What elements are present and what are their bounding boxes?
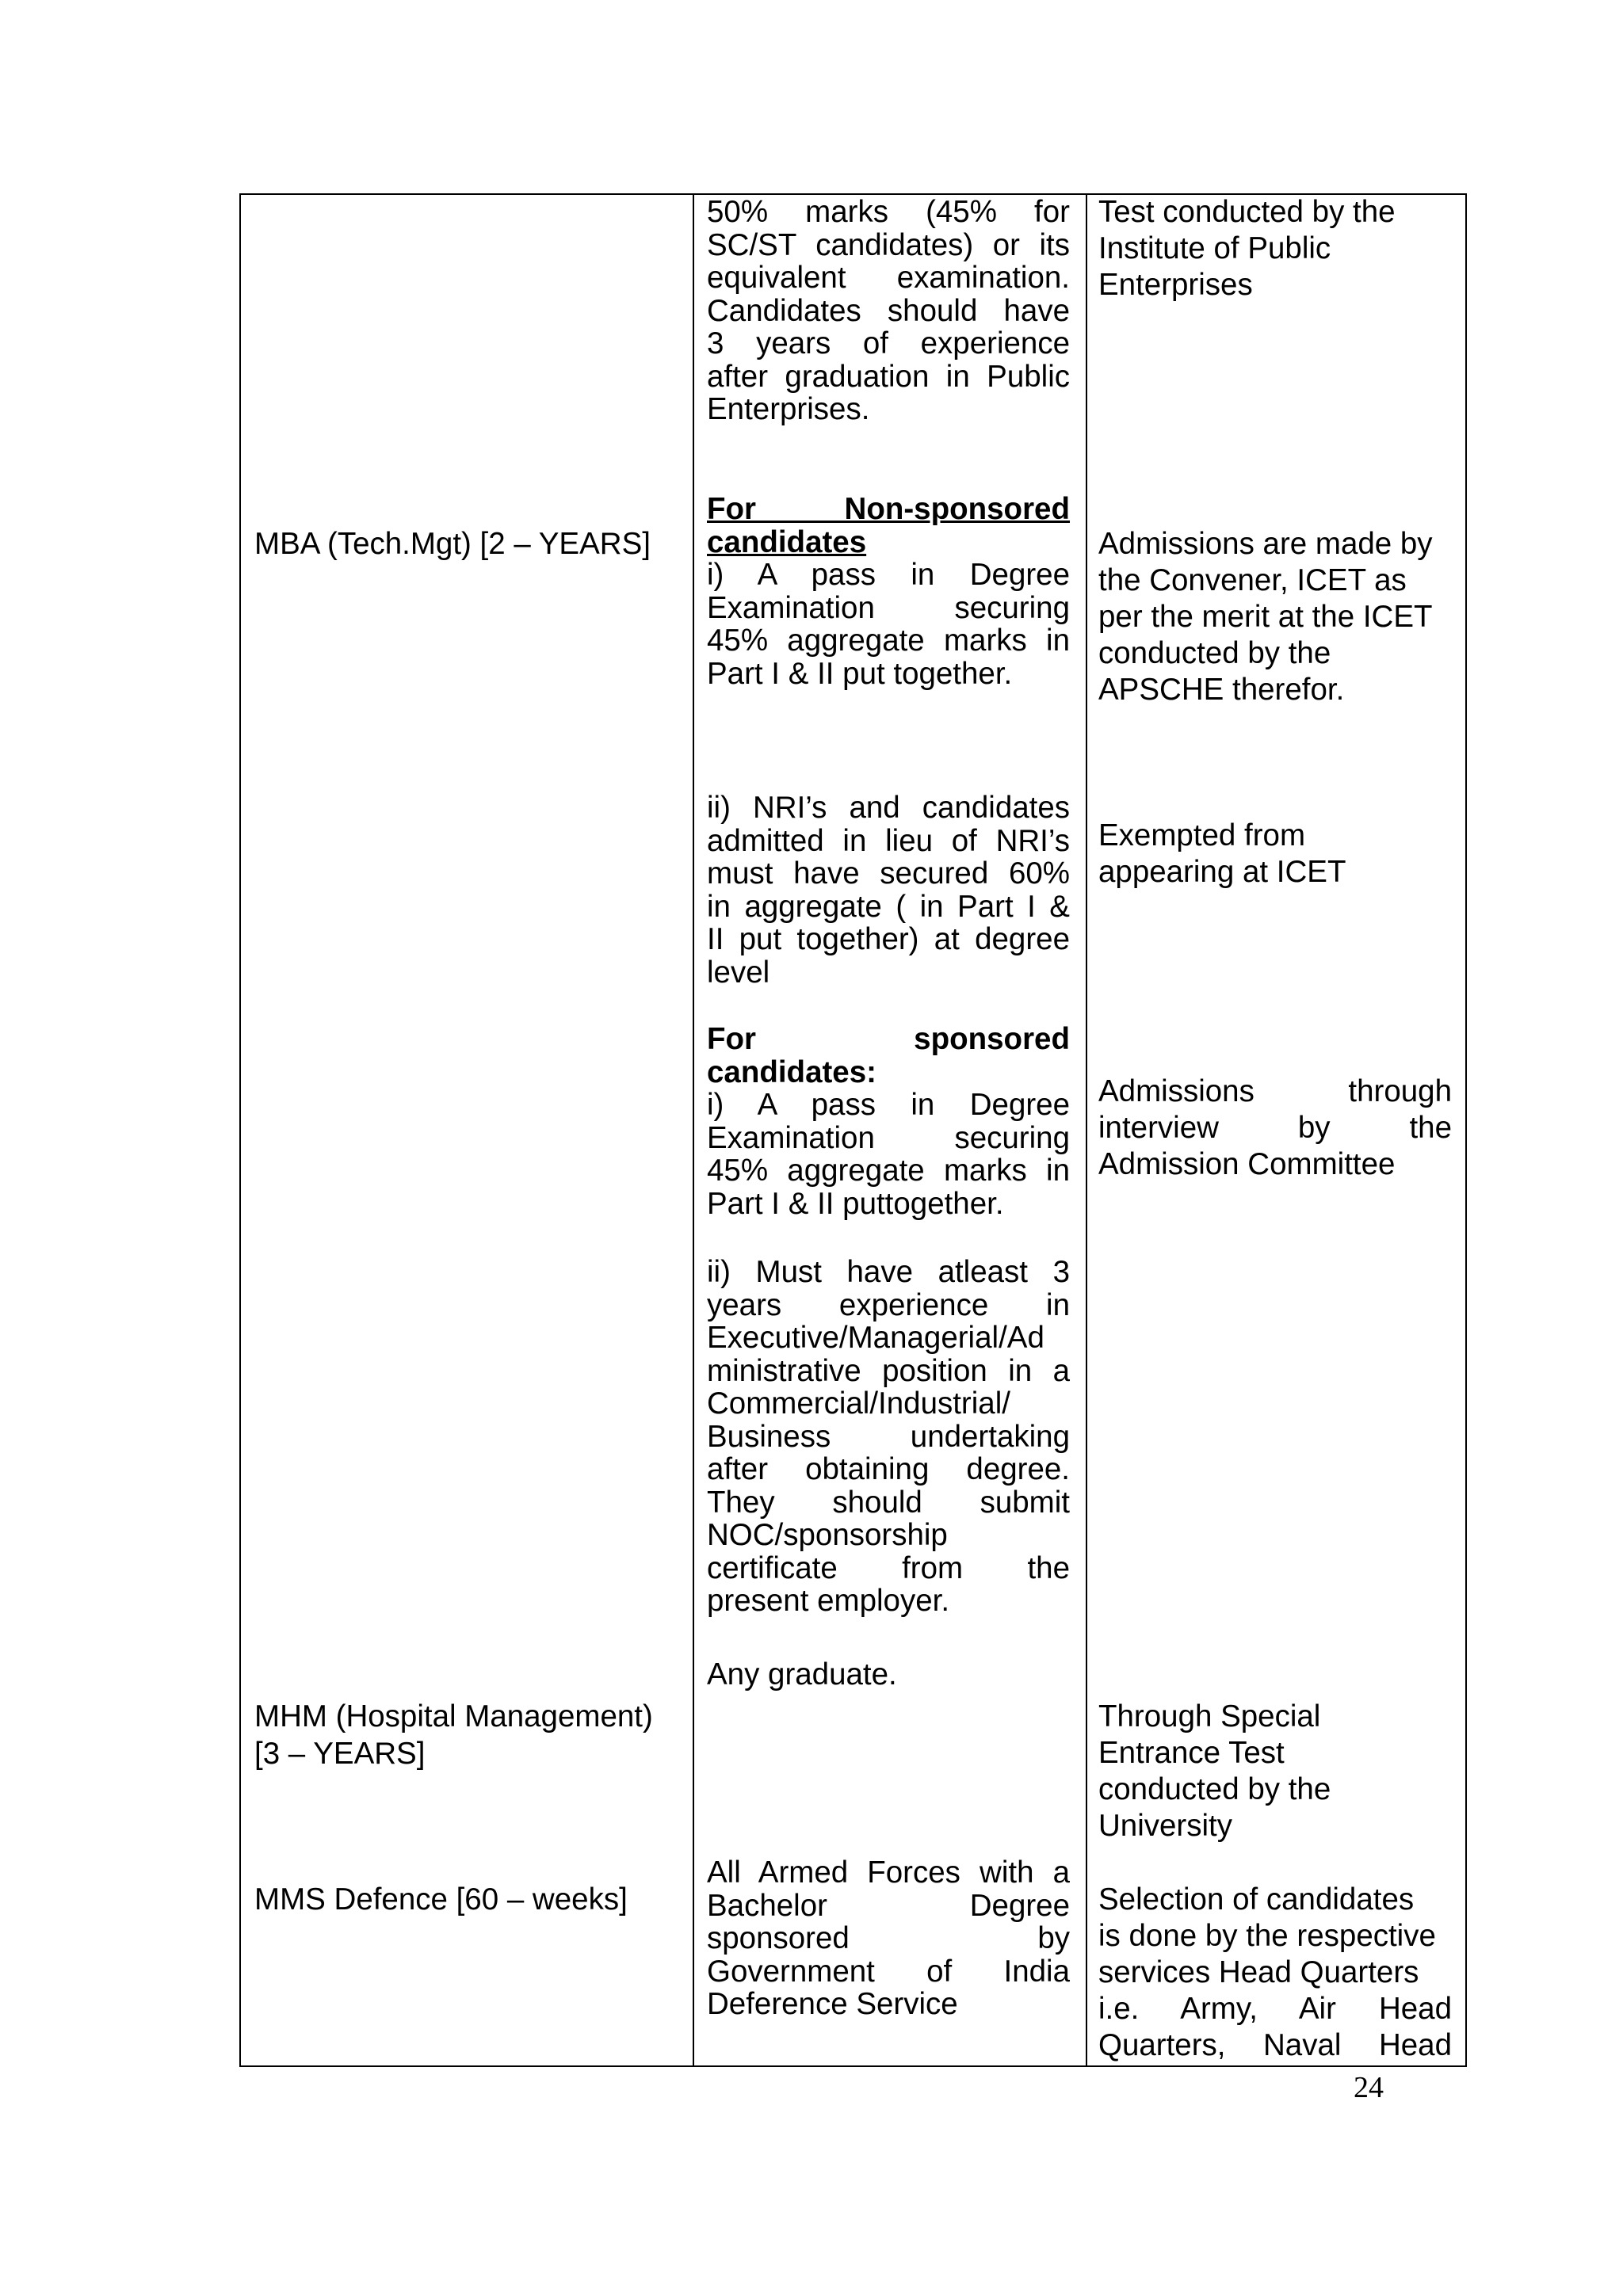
course-mhm-duration: [3 – YEARS] xyxy=(254,1737,426,1771)
column-divider xyxy=(693,195,694,2065)
course-mhm: MHM (Hospital Management) xyxy=(254,1699,653,1733)
course-mms-defence: MMS Defence [60 – weeks] xyxy=(254,1882,628,1917)
sponsored-heading: For sponsored xyxy=(707,1023,1070,1056)
course-mba-tech: MBA (Tech.Mgt) [2 – YEARS] xyxy=(254,527,651,561)
eligibility-mhm: Any graduate. xyxy=(707,1657,897,1691)
non-sponsored-heading: For Non-sponsored xyxy=(707,493,1070,526)
page-number: 24 xyxy=(1354,2071,1384,2104)
column-divider xyxy=(1086,195,1087,2065)
